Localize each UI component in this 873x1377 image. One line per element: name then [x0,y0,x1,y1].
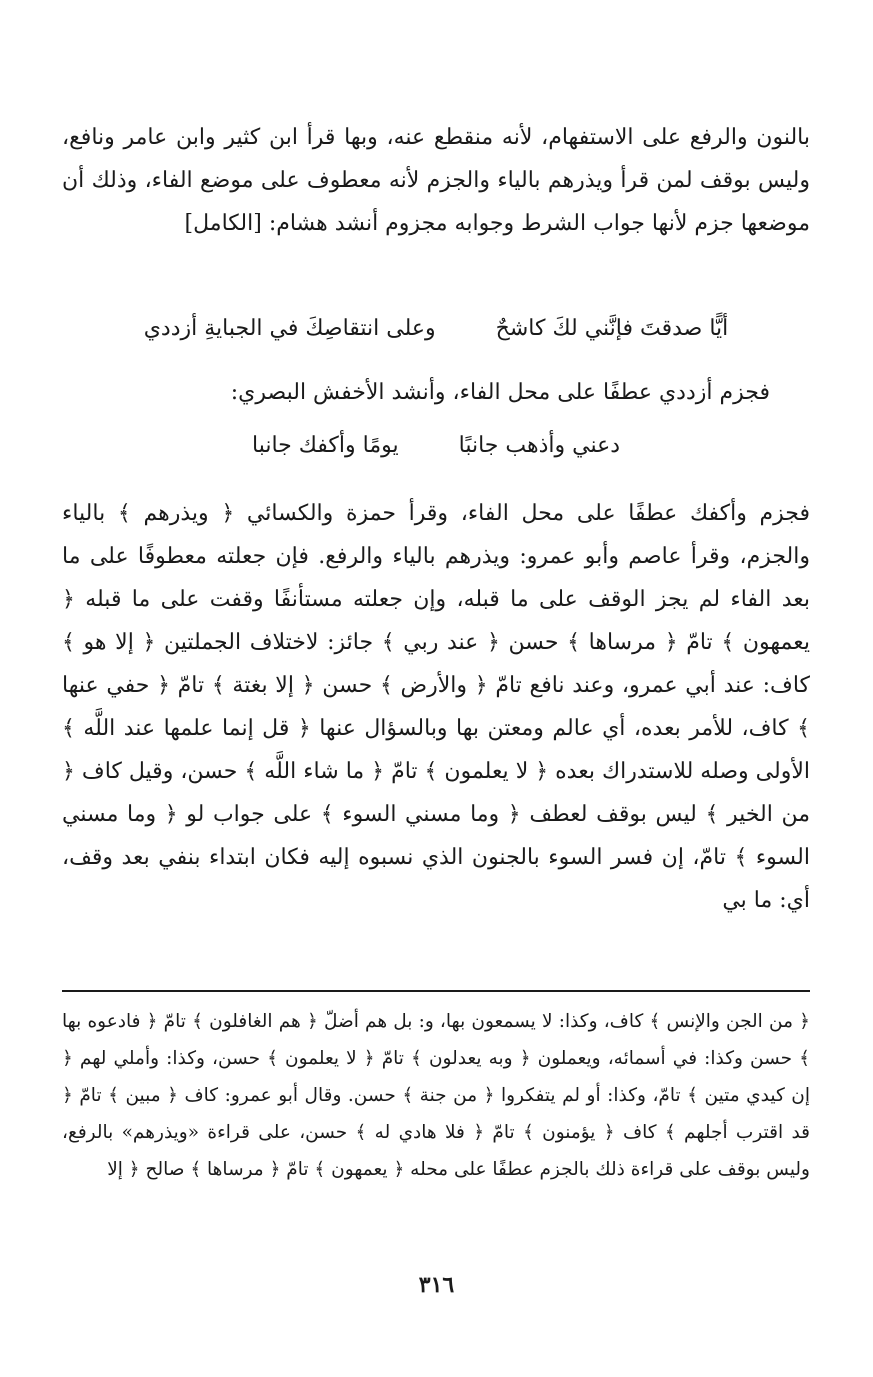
footnotes-block [62,1003,810,1188]
verse-commentary-line: فجزم أزددي عطفًا على محل الفاء، وأنشد الأخفش البصري: [230,380,770,405]
verse-1-second-hemistich: وعلى انتقاصِكَ في الجبايةِ أزددي [143,316,436,341]
verse-2-first-hemistich: دعني وأذهب جانبًا [458,433,620,458]
paragraph-1-text: بالنون والرفع على الاستفهام، لأنه منقطع عنه، وبها قرأ ابن كثير وابن عامر ونافع، وليس بوقف لمن قرأ ويذرهم بالياء والجزم لأنه معطوف على موضع الفاء، وذلك أن موضعها جزم لأنها جواب الشرط وجوابه مجزوم أنشد هشام: [الكامل] [62,125,810,236]
poetry-verse-2 [62,433,810,458]
paragraph-2-text: فجزم وأكفك عطفًا على محل الفاء، وقرأ حمزة والكسائي ﴿ ويذرهم ﴾ بالياء والجزم، وقرأ عاصم وأبو عمرو: ويذرهم بالياء والرفع. فإن جعلته معطوفًا على ما بعد الفاء لم يجز الوقف على ما قبله، وإن جعلته مستأنفًا وقفت على ما قبله ﴿ يعمهون ﴾ تامّ ﴿ مرساها ﴾ حسن ﴿ عند ربي ﴾ جائز: لاختلاف الجملتين ﴿ إلا هو ﴾ كاف: عند أبي عمرو، وعند نافع تامّ ﴿ والأرض ﴾ حسن ﴿ إلا بغتة ﴾ تامّ ﴿ حفي عنها ﴾ كاف، للأمر بعده، أي عالم ومعتن بها وبالسؤال عنها ﴿ قل إنما علمها عند اللَّه ﴾ الأولى وصله للاستدراك بعده ﴿ لا يعلمون ﴾ تامّ ﴿ ما شاء اللَّه ﴾ حسن، وقيل كاف ﴿ من الخير ﴾ ليس بوقف لعطف ﴿ وما مسني السوء ﴾ على جواب لو ﴿ وما مسني السوء ﴾ تامّ، إن فسر السوء بالجنون الذي نسبوه إليه فكان ابتداء بنفي بعد وقف، أي: ما بي [62,501,810,913]
footnote-separator [62,990,810,992]
poetry-verse-1 [62,316,810,341]
paragraph-intro [62,116,810,245]
verse-1-first-hemistich: أيًّا صدقتَ فإنَّني لكَ كاشحٌ [495,316,729,341]
verse-2-second-hemistich: يومًا وأكفك جانبا [252,433,399,458]
paragraph-main [62,492,810,922]
page-number: ٣١٦ [418,1272,455,1298]
footnotes-text: ﴿ من الجن والإنس ﴾ كاف، وكذا: لا يسمعون بها، و: بل هم أضلّ ﴿ هم الغافلون ﴾ تامّ ﴿ فادعوه بها ﴾ حسن وكذا: في أسمائه، ويعملون ﴿ وبه يعدلون ﴾ تامّ ﴿ لا يعلمون ﴾ حسن، وكذا: وأملي لهم ﴿ إن كيدي متين ﴾ تامّ، وكذا: أو لم يتفكروا ﴿ من جنة ﴾ حسن. وقال أبو عمرو: كاف ﴿ مبين ﴾ تامّ ﴿ قد اقترب أجلهم ﴾ كاف ﴿ يؤمنون ﴾ تامّ ﴿ فلا هادي له ﴾ حسن، على قراءة «ويذرهم» بالرفع، وليس بوقف على قراءة ذلك بالجزم عطفًا على محله ﴿ يعمهون ﴾ تامّ ﴿ مرساها ﴾ صالح ﴿ إلا [62,1011,810,1180]
